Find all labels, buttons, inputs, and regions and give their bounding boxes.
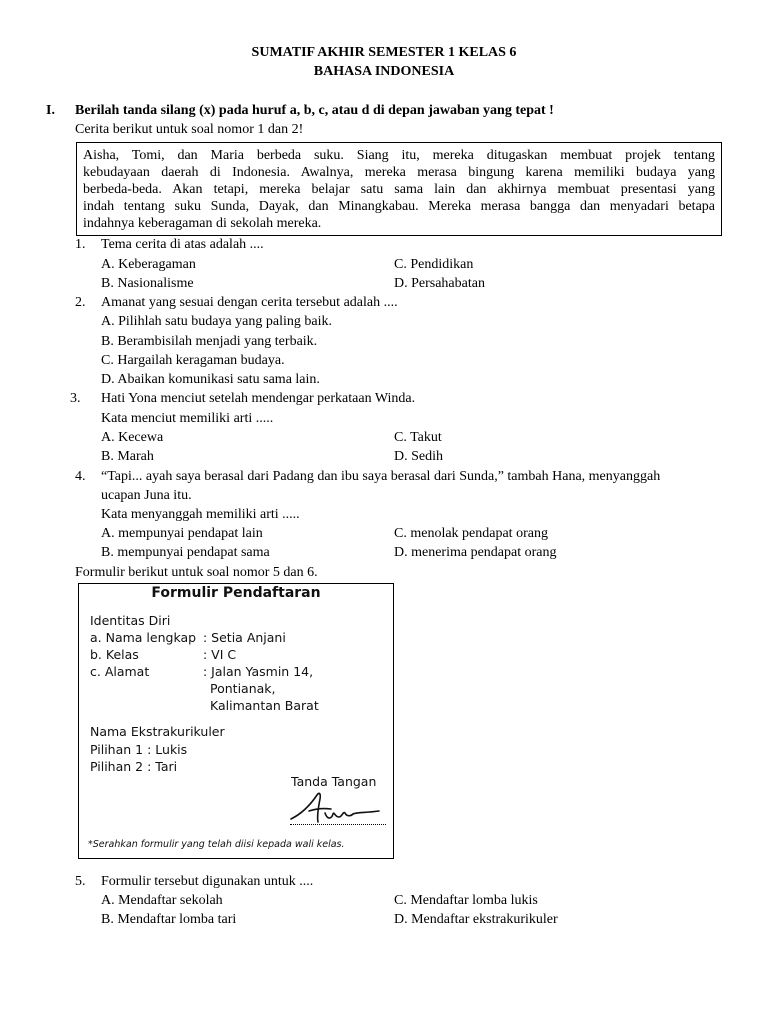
identity-heading: Identitas Diri bbox=[90, 613, 171, 628]
q4-subtext: Kata menyanggah memiliki arti ..... bbox=[101, 507, 300, 522]
registration-form bbox=[78, 583, 394, 859]
q5-option-d[interactable]: D. Mendaftar ekstrakurikuler bbox=[394, 912, 558, 927]
q2-option-b[interactable]: B. Berambisilah menjadi yang terbaik. bbox=[101, 334, 318, 349]
choice-1: Pilihan 1 : Lukis bbox=[90, 742, 188, 757]
form-intro: Formulir berikut untuk soal nomor 5 dan 6. bbox=[75, 565, 318, 580]
address-line-1: : Jalan Yasmin 14, bbox=[203, 664, 314, 679]
q4-option-d[interactable]: D. menerima pendapat orang bbox=[394, 545, 557, 560]
class-label: b. Kelas bbox=[90, 647, 139, 662]
q5-option-c[interactable]: C. Mendaftar lomba lukis bbox=[394, 893, 538, 908]
q2-text: Amanat yang sesuai dengan cerita tersebut adalah .... bbox=[101, 295, 398, 310]
choice-2: Pilihan 2 : Tari bbox=[90, 759, 178, 774]
story-line: indah tentang suku Sunda, Dayak, dan Minangkabau. Mereka merasa bangga dan menyadari betapa bbox=[83, 199, 715, 214]
q5-option-a[interactable]: A. Mendaftar sekolah bbox=[101, 893, 223, 908]
exam-subject: BAHASA INDONESIA bbox=[313, 64, 455, 79]
q1-option-d[interactable]: D. Persahabatan bbox=[394, 276, 485, 291]
q2-option-a[interactable]: A. Pilihlah satu budaya yang paling baik. bbox=[101, 314, 332, 329]
q4-number: 4. bbox=[75, 469, 86, 484]
q3-option-b[interactable]: B. Marah bbox=[101, 449, 154, 464]
q4-option-c[interactable]: C. menolak pendapat orang bbox=[394, 526, 548, 541]
q2-option-c[interactable]: C. Hargailah keragaman budaya. bbox=[101, 353, 285, 368]
q2-option-d[interactable]: D. Abaikan komunikasi satu sama lain. bbox=[101, 372, 320, 387]
q3-option-d[interactable]: D. Sedih bbox=[394, 449, 443, 464]
signature-line bbox=[290, 824, 386, 825]
class-value: : VI C bbox=[203, 647, 237, 662]
q3-text: Hati Yona menciut setelah mendengar perkataan Winda. bbox=[101, 391, 416, 406]
story-line: Aisha, Tomi, dan Maria berbeda suku. Siang itu, mereka ditugaskan membuat projek tentang bbox=[83, 148, 715, 163]
q3-option-a[interactable]: A. Kecewa bbox=[101, 430, 164, 445]
address-line-2: Pontianak, bbox=[210, 681, 276, 696]
signature-label: Tanda Tangan bbox=[291, 774, 377, 789]
q1-number: 1. bbox=[75, 237, 86, 252]
section-instruction: Berilah tanda silang (x) pada huruf a, b, c, atau d di depan jawaban yang tepat ! bbox=[75, 103, 554, 118]
section-number: I. bbox=[46, 103, 55, 118]
q3-subtext: Kata menciut memiliki arti ..... bbox=[101, 411, 274, 426]
q1-text: Tema cerita di atas adalah .... bbox=[101, 237, 264, 252]
extracurricular-heading: Nama Ekstrakurikuler bbox=[90, 724, 225, 739]
q5-option-b[interactable]: B. Mendaftar lomba tari bbox=[101, 912, 237, 927]
q4-text-continued: ucapan Juna itu. bbox=[101, 488, 192, 503]
address-line-3: Kalimantan Barat bbox=[210, 698, 319, 713]
q3-option-c[interactable]: C. Takut bbox=[394, 430, 442, 445]
q1-option-a[interactable]: A. Keberagaman bbox=[101, 257, 196, 272]
story-line: berbeda-beda. Akan tetapi, mereka belajar satu sama lain dan akhirnya membuat presentasi yang bbox=[83, 182, 715, 197]
q5-number: 5. bbox=[75, 874, 86, 889]
q4-text: “Tapi... ayah saya berasal dari Padang dan ibu saya berasal dari Sunda,” tambah Hana, menyanggah bbox=[101, 469, 661, 484]
q1-option-b[interactable]: B. Nasionalisme bbox=[101, 276, 194, 291]
q5-text: Formulir tersebut digunakan untuk .... bbox=[101, 874, 314, 889]
form-title: Formulir Pendaftaran bbox=[151, 585, 321, 601]
q3-number: 3. bbox=[70, 391, 81, 406]
signature-icon bbox=[287, 789, 397, 829]
q4-option-a[interactable]: A. mempunyai pendapat lain bbox=[101, 526, 263, 541]
form-note: *Serahkan formulir yang telah diisi kepada wali kelas. bbox=[88, 839, 345, 850]
address-label: c. Alamat bbox=[90, 664, 150, 679]
story-line: indahnya keberagaman di sekolah mereka. bbox=[83, 216, 322, 231]
story-line: kebudayaan daerah di Indonesia. Awalnya, mereka merasa bingung karena memiliki budaya yang bbox=[83, 165, 715, 180]
q2-number: 2. bbox=[75, 295, 86, 310]
q4-option-b[interactable]: B. mempunyai pendapat sama bbox=[101, 545, 270, 560]
story-intro: Cerita berikut untuk soal nomor 1 dan 2! bbox=[75, 122, 304, 137]
q1-option-c[interactable]: C. Pendidikan bbox=[394, 257, 474, 272]
story-box bbox=[76, 142, 722, 236]
exam-title: SUMATIF AKHIR SEMESTER 1 KELAS 6 bbox=[251, 45, 517, 60]
name-value: : Setia Anjani bbox=[203, 630, 286, 645]
name-label: a. Nama lengkap bbox=[90, 630, 197, 645]
